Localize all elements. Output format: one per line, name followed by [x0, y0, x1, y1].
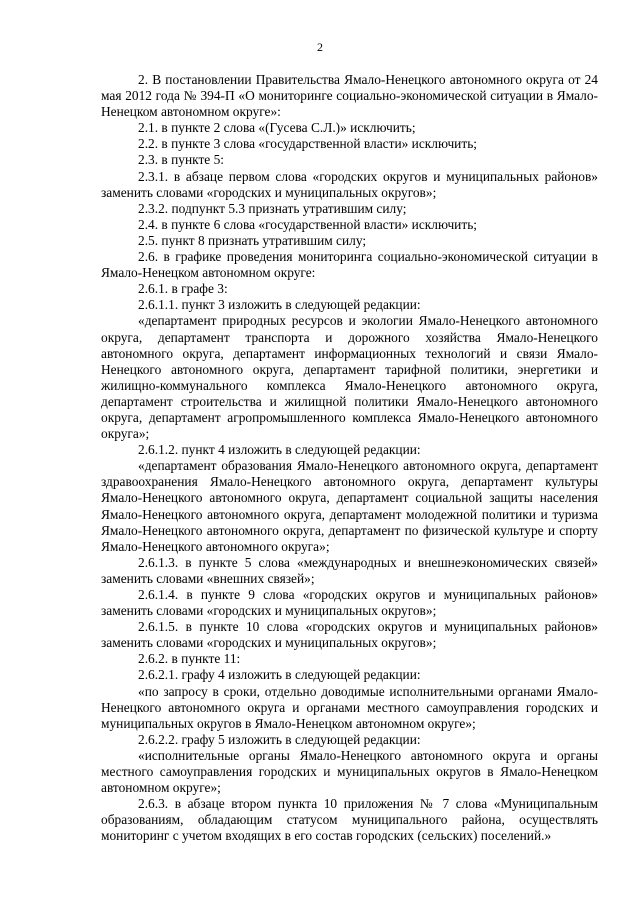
document-paragraph: 2.5. пункт 8 признать утратившим силу; — [138, 232, 367, 248]
document-paragraph: 2.6.1. в графе 3: — [138, 281, 228, 297]
document-paragraph: 2.1. в пункте 2 слова «(Гусева С.Л.)» исключить; — [138, 120, 416, 136]
document-paragraph: 2.6.1.3. в пункте 5 слова «международных и внешнеэкономических связей» заменить словами «внешних связей»; — [101, 554, 598, 586]
document-paragraph: 2.6.1.5. в пункте 10 слова «городских округов и муниципальных районов» заменить словами «городских и муниципальных округов»; — [101, 619, 598, 651]
document-body — [101, 72, 598, 845]
document-paragraph: 2.2. в пункте 3 слова «государственной власти» исключить; — [138, 136, 478, 152]
document-paragraph: 2.6.1.2. пункт 4 изложить в следующей редакции: — [138, 442, 421, 458]
document-paragraph: «исполнительные органы Ямало-Ненецкого автономного округа и органы местного самоуправления городских и муниципальных округов в Ямало-Ненецком автономном округе»; — [101, 747, 598, 796]
document-paragraph: 2.6.1.1. пункт 3 изложить в следующей редакции: — [138, 297, 421, 313]
document-paragraph: «департамент образования Ямало-Ненецкого автономного округа, департамент здравоохранения Ямало-Ненецкого автономного округа, департамент культуры Ямало-Ненецкого автономного округа, департамент социальной защиты населения Ямало-Ненецкого автономного округа, департамент молодежной политики и туризма Ямало-Ненецкого автономного округа, департамент по физической культуре и спорту Ямало-Ненецкого автономного округа»; — [101, 458, 598, 554]
document-paragraph: 2. В постановлении Правительства Ямало-Ненецкого автономного округа от 24 мая 2012 года № 394-П «О мониторинге социально-экономической ситуации в Ямало-Ненецком автономном округе»: — [101, 72, 598, 120]
document-paragraph: «департамент природных ресурсов и экологии Ямало-Ненецкого автономного округа, департамент транспорта и дорожного хозяйства Ямало-Ненецкого автономного округа, департамент информационных технологий и связи Ямало-Ненецкого автономного округа, департамент тарифной политики, энергетики и жилищно-коммунального комплекса Ямало-Ненецкого автономного округа, департамент строительства и жилищной политики Ямало-Ненецкого автономного округа, департамент агропромышленного комплекса Ямало-Ненецкого автономного округа»; — [101, 313, 598, 442]
page-number: 2 — [317, 40, 323, 54]
document-paragraph: 2.6. в графике проведения мониторинга социально-экономической ситуации в Ямало-Ненецком автономном округе: — [101, 249, 598, 281]
document-paragraph: 2.6.2. в пункте 11: — [138, 651, 241, 667]
document-paragraph: 2.6.1.4. в пункте 9 слова «городских округов и муниципальных районов» заменить словами «городских и муниципальных округов»; — [101, 587, 598, 619]
document-paragraph: 2.4. в пункте 6 слова «государственной власти» исключить; — [138, 216, 478, 232]
document-paragraph: 2.6.2.1. графу 4 изложить в следующей редакции: — [138, 667, 421, 683]
document-paragraph: 2.3.2. подпункт 5.3 признать утратившим силу; — [138, 200, 407, 216]
document-paragraph: 2.6.2.2. графу 5 изложить в следующей редакции: — [138, 731, 421, 747]
document-paragraph: 2.3. в пункте 5: — [138, 152, 225, 168]
document-paragraph: 2.3.1. в абзаце первом слова «городских округов и муниципальных районов» заменить словами «городских и муниципальных округов»; — [101, 168, 598, 200]
document-paragraph: 2.6.3. в абзаце втором пункта 10 приложения № 7 слова «Муниципальным образованиям, обладающим статусом муниципального района, осуществлять мониторинг с учетом входящих в его состав городских (сельских) поселений.» — [101, 796, 598, 844]
document-paragraph: «по запросу в сроки, отдельно доводимые исполнительными органами Ямало-Ненецкого автономного округа и органами местного самоуправления городских и муниципальных округов в Ямало-Ненецком автономном округе»; — [101, 683, 598, 731]
